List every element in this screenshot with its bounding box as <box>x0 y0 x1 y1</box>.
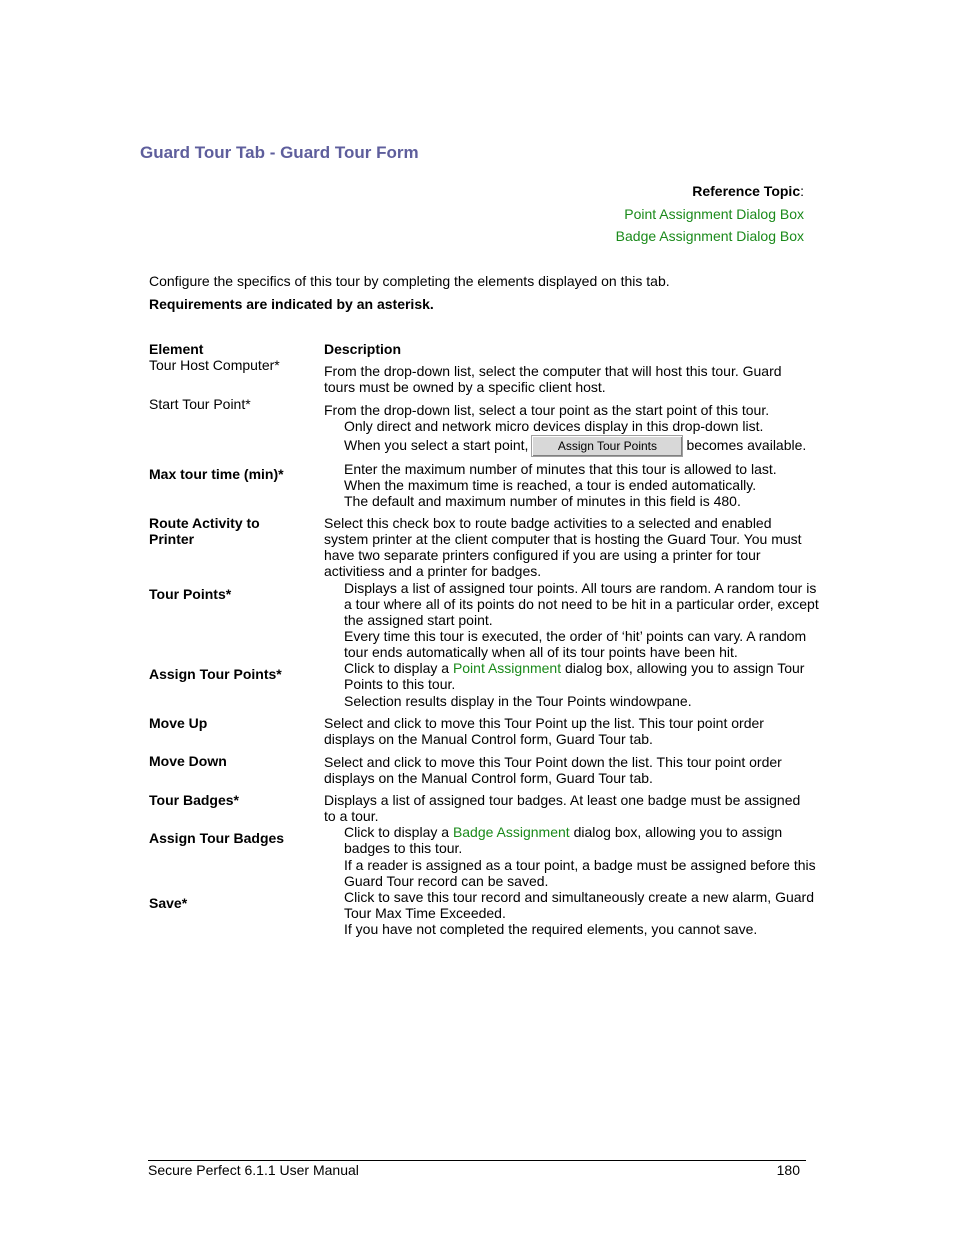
note-assign-button-available: When you select a start point, Assign Tour Points becomes available. <box>344 434 824 456</box>
footer-page-number: 180 <box>776 1162 800 1178</box>
desc-tour-host-computer: From the drop-down list, select the computer that will host this tour. Guard tours must be owned by a specific client host. <box>324 363 782 395</box>
max-tour-time-line2: When the maximum time is reached, a tour is ended automatically. <box>344 477 757 493</box>
element-tour-host-computer: Tour Host Computer* <box>149 357 280 373</box>
save-line1: Click to save this tour record and simultaneously create a new alarm, Guard Tour Max Time Exceeded. <box>344 889 814 921</box>
element-tour-points: Tour Points* <box>149 586 232 602</box>
element-route-activity: Route Activity to Printer <box>149 515 260 547</box>
note-start-tour-point: Only direct and network micro devices display in this drop-down list. <box>344 418 764 434</box>
save-line2: If you have not completed the required elements, you cannot save. <box>344 921 758 937</box>
element-start-tour-point: Start Tour Point* <box>149 396 251 412</box>
table-header-description: Description <box>324 341 402 357</box>
reference-topic-label: Reference Topic: <box>692 183 804 199</box>
footer-manual-title: Secure Perfect 6.1.1 User Manual <box>148 1162 359 1178</box>
element-move-down: Move Down <box>149 753 227 769</box>
desc-move-up: Select and click to move this Tour Point up the list. This tour point order displays on the Manual Control form, Guard Tour tab. <box>324 715 764 747</box>
desc-tour-badges: Displays a list of assigned tour badges. At least one badge must be assigned to a tour. <box>324 792 801 824</box>
point-assignment-link[interactable]: Point Assignment Dialog Box <box>624 206 804 222</box>
element-tour-badges: Tour Badges* <box>149 792 239 808</box>
desc-start-tour-point: From the drop-down list, select a tour point as the start point of this tour. <box>324 402 770 418</box>
page-title: Guard Tour Tab - Guard Tour Form <box>140 143 419 162</box>
element-move-up: Move Up <box>149 715 208 731</box>
badge-assignment-inline-link[interactable]: Badge Assignment <box>452 824 570 840</box>
footer-divider <box>148 1160 806 1161</box>
element-max-tour-time: Max tour time (min)* <box>149 466 284 482</box>
table-header-element: Element <box>149 341 204 357</box>
desc-route-activity: Select this check box to route badge activities to a selected and enabled system printer at the client computer that is hosting the Guard Tour. You must have two separate printers configured if you are using a printer for tour activitiess and a printer for badges. <box>324 515 802 579</box>
max-tour-time-line1: Enter the maximum number of minutes that this tour is allowed to last. <box>344 461 777 477</box>
intro-text: Configure the specifics of this tour by completing the elements displayed on this tab. <box>149 273 670 289</box>
element-assign-tour-points: Assign Tour Points* <box>149 666 282 682</box>
tour-points-line1: Displays a list of assigned tour points. All tours are random. A random tour is a tour where all of its points do not need to be hit in a particular order, except the assigned start point. <box>344 580 819 628</box>
assign-tour-points-line2: Selection results display in the Tour Points windowpane. <box>344 693 692 709</box>
badge-assignment-link[interactable]: Badge Assignment Dialog Box <box>615 228 804 244</box>
max-tour-time-line3: The default and maximum number of minutes in this field is 480. <box>344 493 741 509</box>
assign-tour-badges-line1: Click to display a Badge Assignment dialog box, allowing you to assign badges to this tour. <box>344 824 783 856</box>
point-assignment-inline-link[interactable]: Point Assignment <box>452 660 562 676</box>
requirements-note: Requirements are indicated by an asterisk. <box>149 296 434 312</box>
element-assign-tour-badges: Assign Tour Badges <box>149 830 285 846</box>
desc-move-down: Select and click to move this Tour Point down the list. This tour point order displays on the Manual Control form, Guard Tour tab. <box>324 754 782 786</box>
assign-tour-points-button-image: Assign Tour Points <box>531 435 683 457</box>
assign-tour-points-line1: Click to display a Point Assignment dialog box, allowing you to assign Tour Points to this tour. <box>344 660 805 692</box>
tour-points-line2: Every time this tour is executed, the order of ‘hit’ points can vary. A random tour ends automatically when all of its tour points have been hit. <box>344 628 807 660</box>
assign-tour-badges-line2: If a reader is assigned as a tour point, a badge must be assigned before this Guard Tour record can be saved. <box>344 857 816 889</box>
element-save: Save* <box>149 895 188 911</box>
